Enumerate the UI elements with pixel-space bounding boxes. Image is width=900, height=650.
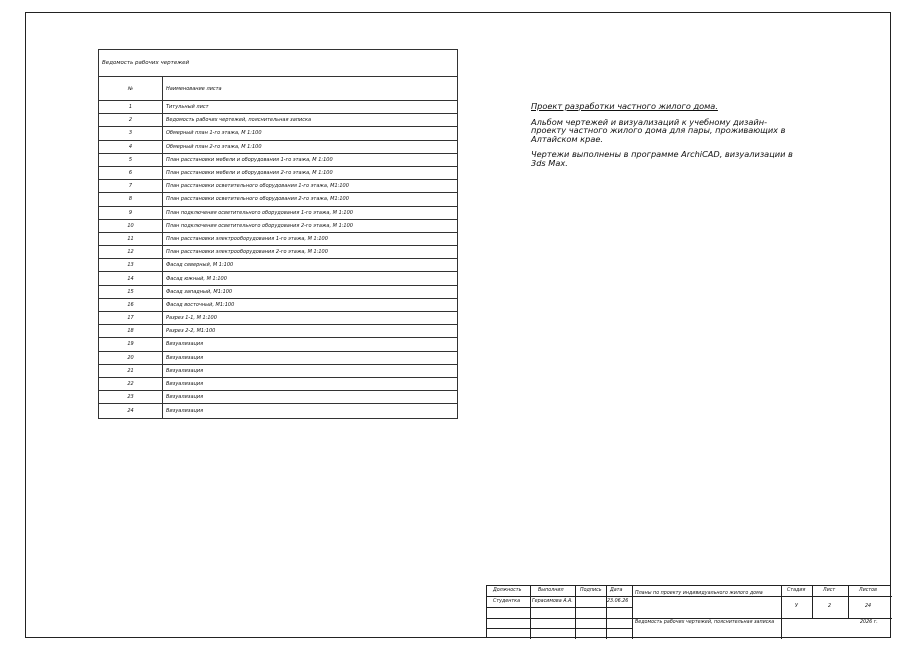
sheet-list-rows <box>99 101 457 418</box>
table-row <box>99 299 457 312</box>
tb-project-name: Планы по проекту индивидуального жилого дома <box>635 591 763 596</box>
row-sheet-name: Визуализация <box>166 341 204 348</box>
row-sheet-name: Визуализация <box>166 381 204 388</box>
row-number: 12 <box>99 246 163 258</box>
table-row <box>99 141 457 154</box>
column-header-name: Наименование листа <box>166 85 222 92</box>
row-number: 19 <box>99 338 163 350</box>
row-number: 10 <box>99 220 163 232</box>
row-sheet-name: План подключения осветительного оборудования 2-го этажа, М 1:100 <box>166 222 353 229</box>
tb-header-date: Дата <box>610 588 623 593</box>
row-sheet-name: Разрез 1-1, М 1:100 <box>166 315 217 322</box>
table-row <box>99 246 457 259</box>
row-sheet-name: Ведомость рабочих чертежей, пояснительная записка <box>166 117 312 124</box>
row-number: 15 <box>99 286 163 298</box>
row-number: 17 <box>99 312 163 324</box>
row-number: 4 <box>99 141 163 153</box>
row-sheet-name: Разрез 2-2, М1:100 <box>166 328 216 335</box>
row-number: 3 <box>99 127 163 139</box>
row-sheet-name: Визуализация <box>166 394 204 401</box>
row-sheet-name: Визуализация <box>166 354 204 361</box>
row-number: 23 <box>99 391 163 403</box>
row-sheet-name: План расстановки осветительного оборудования 2-го этажа, М1:100 <box>166 196 349 203</box>
column-header-number: № <box>99 77 163 100</box>
row-number: 21 <box>99 365 163 377</box>
row-number: 7 <box>99 180 163 192</box>
tb-stage: У <box>795 604 798 609</box>
row-number: 5 <box>99 154 163 166</box>
tb-sheet: 2 <box>828 604 832 609</box>
tb-header-sign: Подпись <box>580 588 602 593</box>
table-row <box>99 378 457 391</box>
row-number: 24 <box>99 404 163 417</box>
tb-header-stage: Стадия <box>787 588 806 593</box>
row-number: 20 <box>99 352 163 364</box>
row-number: 13 <box>99 259 163 271</box>
tb-performer: Герасимова А.А. <box>532 599 573 604</box>
row-sheet-name: Обмерный план 1-го этажа, М 1:100 <box>166 130 262 137</box>
row-sheet-name: Фасад северный, М 1:100 <box>166 262 234 269</box>
table-row <box>99 325 457 338</box>
row-sheet-name: План подключения осветительного оборудования 1-го этажа, М 1:100 <box>166 209 353 216</box>
row-sheet-name: Титульный лист <box>166 104 209 111</box>
row-number: 6 <box>99 167 163 179</box>
row-sheet-name: План расстановки мебели и оборудования 1-го этажа, М 1:100 <box>166 156 333 163</box>
tb-header-role: Должность <box>493 588 522 593</box>
row-sheet-name: Обмерный план 2-го этажа, М 1:100 <box>166 143 262 150</box>
tb-header-sheet: Лист <box>823 588 836 593</box>
row-number: 22 <box>99 378 163 390</box>
table-row <box>99 365 457 378</box>
row-sheet-name: План расстановки электрооборудования 1-го этажа, М 1:100 <box>166 235 328 242</box>
table-row <box>99 272 457 285</box>
sheet-list-header <box>99 77 457 101</box>
title-block <box>486 585 891 638</box>
table-row <box>99 391 457 404</box>
row-number: 16 <box>99 299 163 311</box>
row-sheet-name: Визуализация <box>166 407 204 414</box>
row-number: 18 <box>99 325 163 337</box>
table-row <box>99 286 457 299</box>
project-title: Проект разработки частного жилого дома. <box>531 101 718 111</box>
table-row <box>99 127 457 140</box>
table-row <box>99 167 457 180</box>
table-row <box>99 259 457 272</box>
row-sheet-name: План расстановки осветительного оборудования 1-го этажа, М1:100 <box>166 183 349 190</box>
tb-sheets: 24 <box>865 604 872 609</box>
row-sheet-name: Фасад южный, М 1:100 <box>166 275 227 282</box>
row-number: 1 <box>99 101 163 113</box>
table-row <box>99 114 457 127</box>
sheet-list-title: Ведомость рабочих чертежей <box>99 50 457 77</box>
tb-role: Студентка <box>493 599 521 604</box>
row-sheet-name: Визуализация <box>166 367 204 374</box>
sheet-list-table <box>98 49 458 419</box>
row-number: 2 <box>99 114 163 126</box>
table-row <box>99 154 457 167</box>
table-row <box>99 404 457 417</box>
table-row <box>99 352 457 365</box>
tb-sheet-title: Ведомость рабочих чертежей, пояснительная записка <box>635 620 775 625</box>
row-number: 9 <box>99 207 163 219</box>
tb-header-sheets: Листов <box>859 588 877 593</box>
row-number: 11 <box>99 233 163 245</box>
table-row <box>99 193 457 206</box>
tb-date: 23.06.26 <box>607 599 629 604</box>
row-sheet-name: План расстановки мебели и оборудования 2-го этажа, М 1:100 <box>166 170 333 177</box>
table-row <box>99 338 457 351</box>
tb-header-performed: Выполнил <box>538 588 564 593</box>
table-row <box>99 312 457 325</box>
table-row <box>99 180 457 193</box>
row-sheet-name: Фасад западный, М1:100 <box>166 288 233 295</box>
tb-year: 2026 г. <box>860 620 878 625</box>
project-description <box>531 102 801 175</box>
table-row <box>99 101 457 114</box>
table-row <box>99 207 457 220</box>
row-number: 8 <box>99 193 163 205</box>
description-paragraph-1: Альбом чертежей и визуализаций к учебному дизайн-проекту частного жилого дома для пары, проживающих в Алтайском крае. <box>531 116 786 144</box>
table-row <box>99 220 457 233</box>
description-paragraph-2: Чертежи выполнены в программе ArchiCAD, визуализации в 3ds Max. <box>531 149 793 168</box>
row-number: 14 <box>99 272 163 284</box>
table-row <box>99 233 457 246</box>
row-sheet-name: Фасад восточный, М1:100 <box>166 301 235 308</box>
row-sheet-name: План расстановки электрооборудования 2-го этажа, М 1:100 <box>166 249 328 256</box>
